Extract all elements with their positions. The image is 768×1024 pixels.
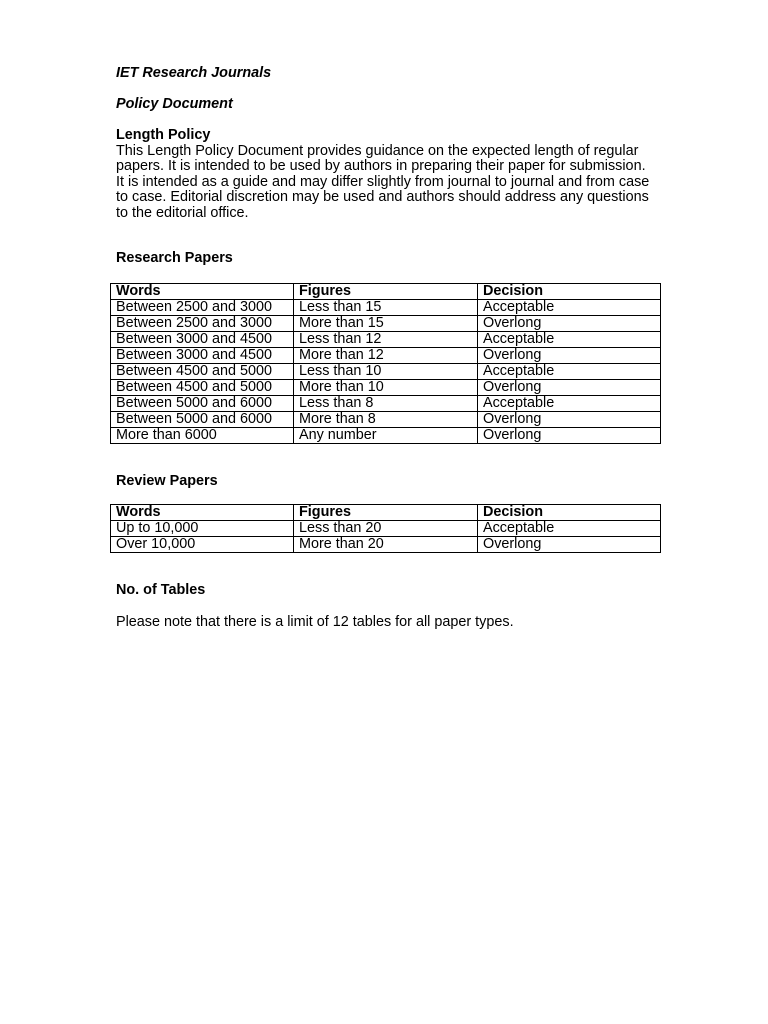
decision-cell: Overlong: [478, 315, 661, 331]
table-header-row: [111, 505, 661, 521]
column-header-words: Words: [111, 505, 294, 521]
table-row: [111, 395, 661, 411]
document-title: Policy Document: [116, 96, 233, 112]
table-header-row: [111, 283, 661, 299]
decision-cell: Overlong: [478, 427, 661, 443]
length-policy-heading: Length Policy: [116, 127, 211, 143]
decision-cell: Acceptable: [478, 331, 661, 347]
review-papers-heading: Review Papers: [116, 472, 218, 489]
figures-cell: Less than 12: [294, 331, 478, 347]
words-cell: Between 4500 and 5000: [111, 379, 294, 395]
research-papers-heading: Research Papers: [116, 250, 233, 266]
column-header-decision: Decision: [478, 283, 661, 299]
figures-cell: Less than 8: [294, 395, 478, 411]
words-cell: Between 5000 and 6000: [111, 411, 294, 427]
figures-cell: More than 12: [294, 347, 478, 363]
table-row: [111, 331, 661, 347]
words-cell: Between 5000 and 6000: [111, 395, 294, 411]
words-cell: Between 3000 and 4500: [111, 331, 294, 347]
research-papers-table: [110, 283, 661, 444]
table-row: [111, 299, 661, 315]
words-cell: Between 2500 and 3000: [111, 315, 294, 331]
figures-cell: Less than 10: [294, 363, 478, 379]
column-header-decision: Decision: [478, 505, 661, 521]
decision-cell: Acceptable: [478, 521, 661, 537]
table-row: [111, 363, 661, 379]
table-row: [111, 315, 661, 331]
figures-cell: Less than 15: [294, 299, 478, 315]
decision-cell: Acceptable: [478, 299, 661, 315]
figures-cell: More than 20: [294, 537, 478, 553]
figures-cell: More than 8: [294, 411, 478, 427]
decision-cell: Overlong: [478, 537, 661, 553]
journal-title: IET Research Journals: [116, 65, 272, 81]
decision-cell: Overlong: [478, 347, 661, 363]
tables-limit-note: Please note that there is a limit of 12 tables for all paper types.: [116, 613, 514, 630]
figures-cell: Any number: [294, 427, 478, 443]
column-header-figures: Figures: [294, 505, 478, 521]
decision-cell: Acceptable: [478, 363, 661, 379]
column-header-words: Words: [111, 283, 294, 299]
figures-cell: More than 10: [294, 379, 478, 395]
document-page: [116, 66, 661, 630]
no-of-tables-heading: No. of Tables: [116, 582, 206, 598]
decision-cell: Overlong: [478, 411, 661, 427]
table-row: [111, 521, 661, 537]
words-cell: Between 2500 and 3000: [111, 299, 294, 315]
table-row: [111, 537, 661, 553]
words-cell: Between 3000 and 4500: [111, 347, 294, 363]
table-row: [111, 411, 661, 427]
column-header-figures: Figures: [294, 283, 478, 299]
intro-paragraph: This Length Policy Document provides guidance on the expected length of regular papers. It is intended to be used by authors in preparing their paper for submission. It is intended as a guide and may differ slightly from journal to journal and from case to case. Editorial discretion may be used and authors should address any questions to the editorial office.: [116, 142, 650, 221]
decision-cell: Overlong: [478, 379, 661, 395]
words-cell: Over 10,000: [111, 537, 294, 553]
table-row: [111, 347, 661, 363]
words-cell: Up to 10,000: [111, 521, 294, 537]
words-cell: Between 4500 and 5000: [111, 363, 294, 379]
review-papers-table: [110, 504, 661, 553]
table-row: [111, 427, 661, 443]
figures-cell: More than 15: [294, 315, 478, 331]
table-row: [111, 379, 661, 395]
words-cell: More than 6000: [111, 427, 294, 443]
decision-cell: Acceptable: [478, 395, 661, 411]
figures-cell: Less than 20: [294, 521, 478, 537]
